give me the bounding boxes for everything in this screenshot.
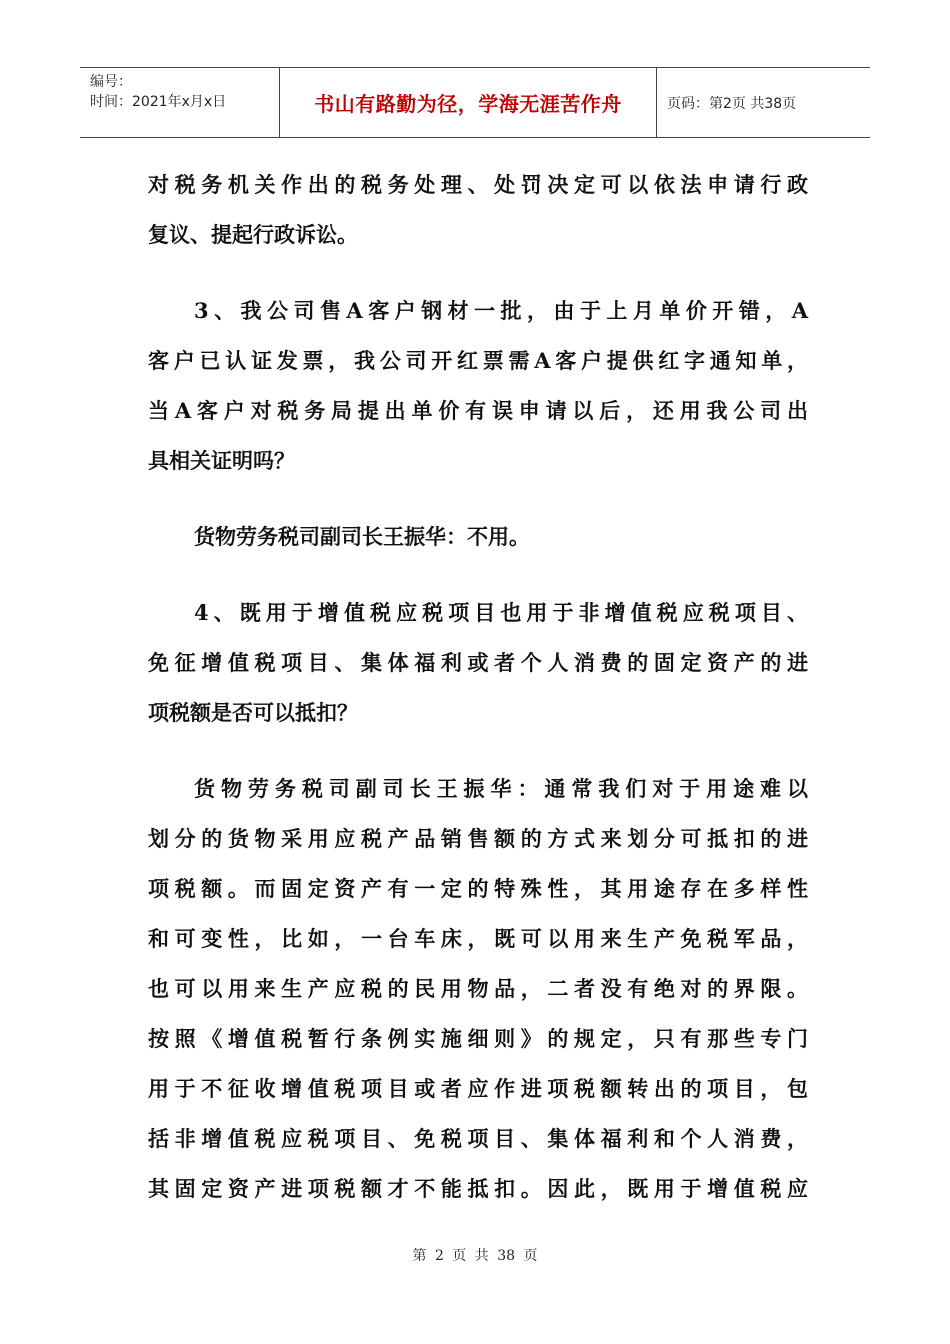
- question-3: 3、我公司售A客户钢材一批，由于上月单价开错，A: [194, 298, 808, 323]
- page-footer: 第 2 页 共 38 页: [412, 1248, 538, 1264]
- page-header: [80, 67, 870, 138]
- text-line: 复议、提起行政诉讼。: [148, 222, 358, 247]
- text-line: 括非增值税应税项目、免税项目、集体福利和个人消费，: [148, 1126, 808, 1151]
- document-number: 编号：: [90, 74, 132, 90]
- answer-4: 货物劳务税司副司长王振华：通常我们对于用途难以: [194, 776, 808, 801]
- document-body: [148, 160, 808, 1214]
- answer-3: 货物劳务税司副司长王振华：不用。: [194, 524, 530, 549]
- text-line: 项税额是否可以抵扣？: [148, 700, 358, 725]
- text-line: 对税务机关作出的税务处理、处罚决定可以依法申请行政: [148, 172, 808, 197]
- text-line: 其固定资产进项税额才不能抵扣。因此，既用于增值税应: [148, 1176, 808, 1201]
- header-meta: [80, 68, 280, 137]
- text-line: 也可以用来生产应税的民用物品，二者没有绝对的界限。: [148, 976, 808, 1001]
- text-line: 和可变性，比如，一台车床，既可以用来生产免税军品，: [148, 926, 808, 951]
- text-line: 免征增值税项目、集体福利或者个人消费的固定资产的进: [148, 650, 808, 675]
- document-date: 时间：2021年x月x日: [90, 94, 227, 110]
- header-motto: 书山有路勤为径，学海无涯苦作舟: [280, 68, 657, 137]
- text-line: 当A客户对税务局提出单价有误申请以后，还用我公司出: [148, 398, 808, 423]
- text-line: 具相关证明吗？: [148, 448, 295, 473]
- text-line: 用于不征收增值税项目或者应作进项税额转出的项目，包: [148, 1076, 808, 1101]
- header-page-number: 页码：第2页 共38页: [667, 95, 797, 112]
- text-line: 项税额。而固定资产有一定的特殊性，其用途存在多样性: [148, 876, 808, 901]
- text-line: 客户已认证发票，我公司开红票需A客户提供红字通知单，: [148, 348, 808, 373]
- text-line: 按照《增值税暂行条例实施细则》的规定，只有那些专门: [148, 1026, 808, 1051]
- text-line: 划分的货物采用应税产品销售额的方式来划分可抵扣的进: [148, 826, 808, 851]
- question-4: 4、既用于增值税应税项目也用于非增值税应税项目、: [194, 600, 808, 625]
